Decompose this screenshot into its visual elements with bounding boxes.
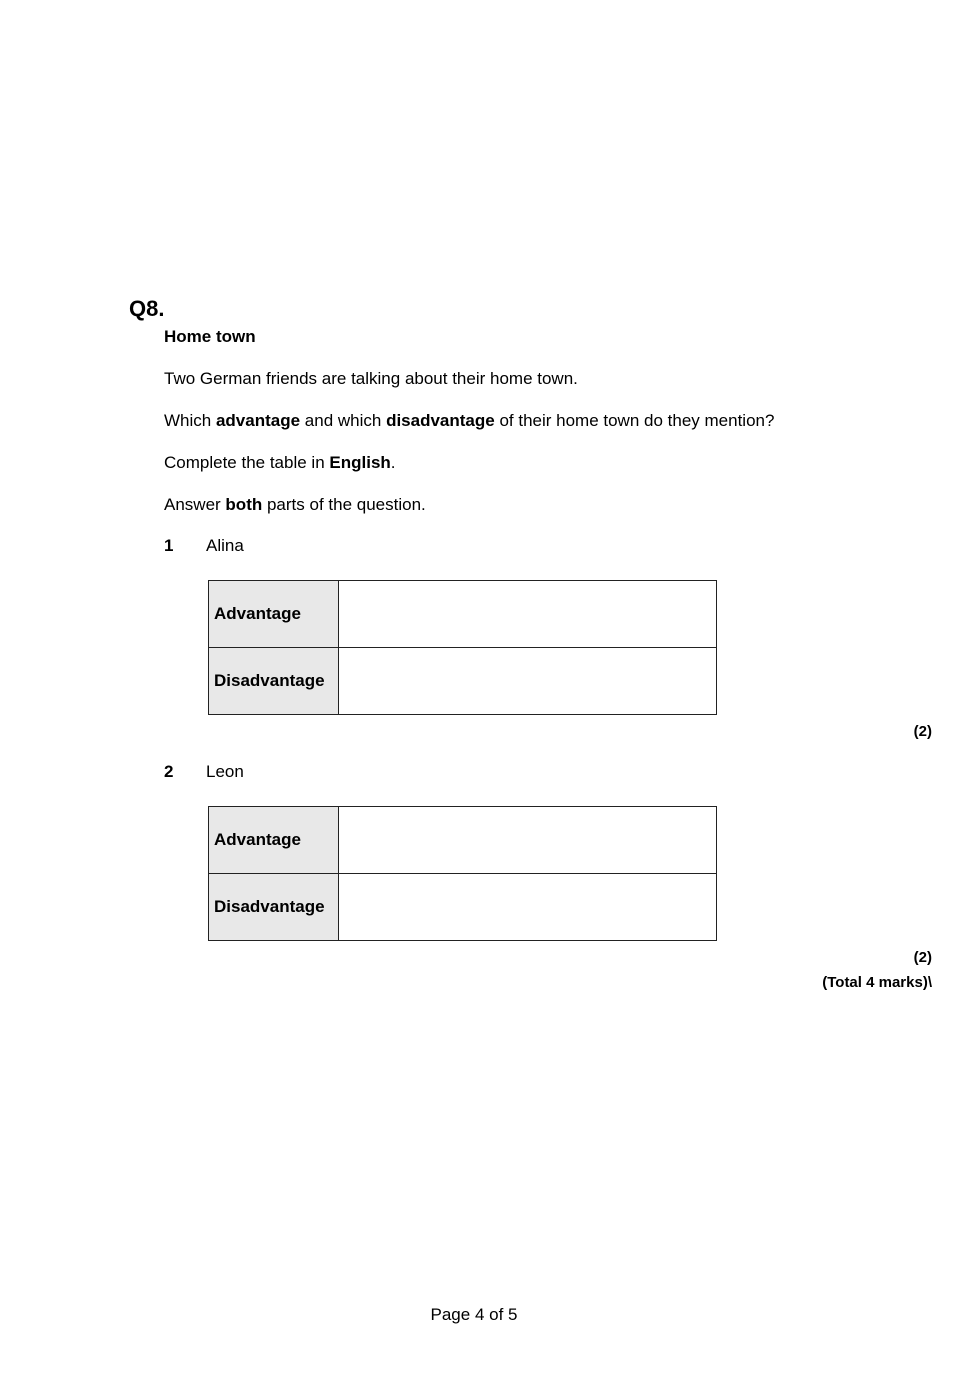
- part-2-marks: (2): [913, 949, 932, 966]
- part-2-answer-table: [208, 806, 717, 941]
- part-1-answer-table: [208, 580, 717, 715]
- table-row: [209, 581, 717, 648]
- part-2-number: 2: [164, 762, 174, 781]
- disadvantage-label: Disadvantage: [209, 648, 339, 715]
- instruction-emphasis: disadvantage: [386, 411, 495, 430]
- instruction-answer-both: [164, 495, 426, 515]
- intro-text: Two German friends are talking about their home town.: [164, 369, 578, 388]
- question-title: Home town: [164, 327, 256, 346]
- advantage-answer-cell[interactable]: [339, 807, 717, 874]
- instruction-text: Answer: [164, 495, 226, 514]
- part-1-number: 1: [164, 536, 174, 555]
- instruction-emphasis: advantage: [215, 411, 301, 430]
- total-marks: (Total 4 marks)\: [822, 974, 932, 991]
- table-row: [209, 648, 717, 715]
- advantage-label: Advantage: [209, 807, 339, 874]
- disadvantage-answer-cell[interactable]: [339, 874, 717, 941]
- instruction-advantage-disadvantage: [164, 411, 774, 431]
- disadvantage-answer-cell[interactable]: [339, 648, 717, 715]
- instruction-emphasis: English: [329, 453, 391, 472]
- disadvantage-label: Disadvantage: [209, 874, 339, 941]
- instruction-text: parts of the question.: [262, 495, 426, 514]
- instruction-language: [164, 453, 396, 473]
- table-row: [209, 807, 717, 874]
- instruction-text: .: [390, 453, 396, 472]
- part-1-name: Alina: [206, 536, 244, 555]
- instruction-text: and which: [300, 411, 387, 430]
- instruction-text: of their home town do they mention?: [494, 411, 775, 430]
- part-2-name: Leon: [206, 762, 244, 781]
- table-row: [209, 874, 717, 941]
- question-number: Q8.: [129, 296, 165, 321]
- instruction-text: Which: [164, 411, 216, 430]
- advantage-label: Advantage: [209, 581, 339, 648]
- page-number: Page 4 of 5: [430, 1305, 518, 1324]
- part-1-marks: (2): [913, 723, 932, 740]
- advantage-answer-cell[interactable]: [339, 581, 717, 648]
- instruction-text: Complete the table in: [164, 453, 330, 472]
- instruction-emphasis: both: [225, 495, 263, 514]
